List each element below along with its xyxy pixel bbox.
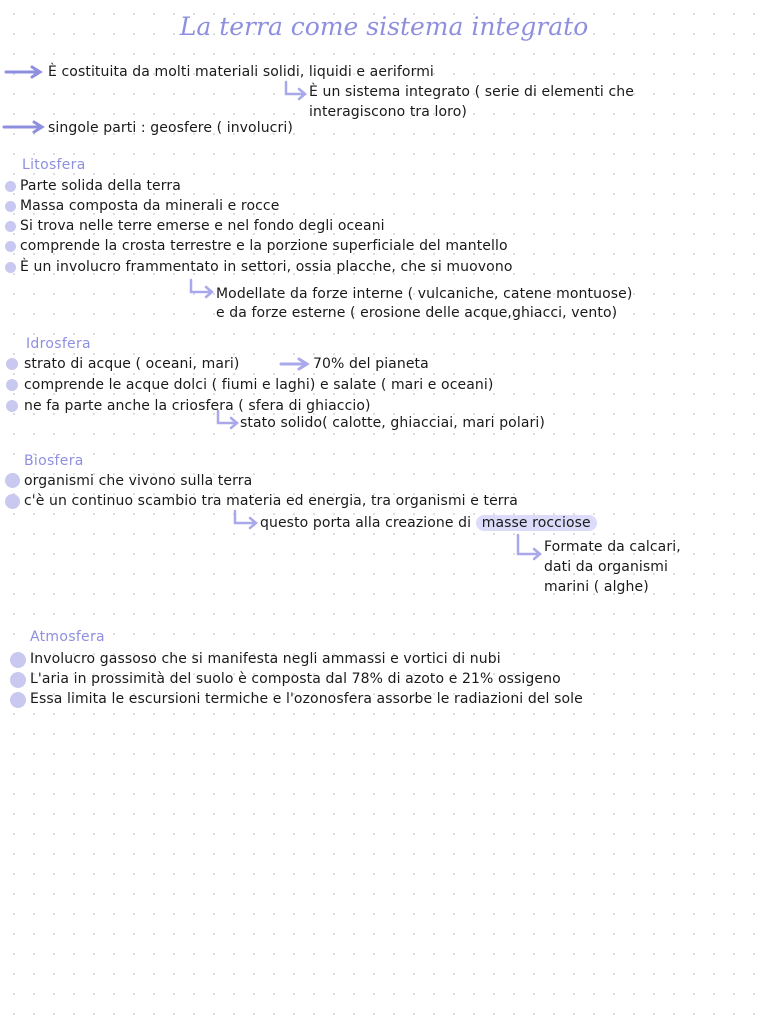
bullet: [5, 473, 20, 488]
section-heading-litosfera: Litosfera: [22, 157, 86, 173]
litosfera-item: Si trova nelle terre emerse e nel fondo degli oceani: [20, 218, 385, 234]
idrosfera-item: strato di acque ( oceani, mari): [24, 356, 240, 372]
return-arrow-icon: [284, 82, 308, 100]
biosfera-item: c'è un continuo scambio tra materia ed energia, tra organismi e terra: [24, 493, 518, 509]
highlight-masse-rocciose: masse rocciose: [476, 515, 597, 531]
biosfera-note-2: dati da organismi: [544, 559, 669, 575]
page-title: La terra come sistema integrato: [179, 12, 589, 41]
biosfera-item: organismi che vivono sulla terra: [24, 473, 253, 489]
biosfera-sub-line: [260, 513, 597, 533]
return-arrow-icon: [515, 535, 543, 561]
arrow-icon: [6, 66, 46, 78]
arrow-icon: [4, 121, 48, 133]
idrosfera-value: 70% del pianeta: [313, 356, 429, 372]
litosfera-item: comprende la crosta terrestre e la porzione superficiale del mantello: [20, 238, 508, 254]
bullet: [5, 181, 16, 192]
bullet: [5, 221, 16, 232]
biosfera-note-1: Formate da calcari,: [544, 539, 681, 555]
atmosfera-item: Involucro gassoso che si manifesta negli ammassi e vortici di nubi: [30, 651, 501, 667]
bullet: [5, 241, 16, 252]
arrow-icon: [281, 358, 311, 370]
litosfera-item: Parte solida della terra: [20, 178, 181, 194]
return-arrow-icon: [189, 280, 215, 298]
bullet: [6, 358, 18, 370]
return-arrow-icon: [233, 511, 259, 529]
idrosfera-item: ne fa parte anche la criosfera ( sfera di ghiaccio): [24, 398, 371, 414]
intro-line-1: È costituita da molti materiali solidi, liquidi e aeriformi: [48, 64, 434, 80]
litosfera-item: È un involucro frammentato in settori, ossia placche, che si muovono: [20, 259, 513, 275]
bullet: [6, 379, 18, 391]
idrosfera-sub: stato solido( calotte, ghiacciai, mari polari): [240, 415, 545, 431]
section-heading-atmosfera: Atmosfera: [30, 629, 105, 645]
litosfera-item: Massa composta da minerali e rocce: [20, 198, 280, 214]
bullet: [10, 692, 26, 708]
atmosfera-item: Essa limita le escursioni termiche e l'ozonosfera assorbe le radiazioni del sole: [30, 691, 583, 707]
bullet: [10, 672, 26, 688]
idrosfera-item: comprende le acque dolci ( fiumi e laghi) e salate ( mari e oceani): [24, 377, 494, 393]
atmosfera-item: L'aria in prossimità del suolo è composta dal 78% di azoto e 21% ossigeno: [30, 671, 561, 687]
litosfera-sub-1: Modellate da forze interne ( vulcaniche, catene montuose): [216, 286, 633, 302]
biosfera-note-3: marini ( alghe): [544, 579, 649, 595]
bullet: [5, 201, 16, 212]
bullet: [5, 494, 20, 509]
intro-line-2: singole parti : geosfere ( involucri): [48, 120, 293, 136]
bullet: [5, 262, 16, 273]
intro-sub-2: interagiscono tra loro): [309, 104, 467, 120]
return-arrow-icon: [216, 411, 240, 429]
intro-sub-1: È un sistema integrato ( serie di elementi che: [309, 84, 634, 100]
bullet: [10, 652, 26, 668]
bullet: [6, 400, 18, 412]
biosfera-sub: questo porta alla creazione di: [260, 515, 472, 531]
section-heading-idrosfera: Idrosfera: [26, 336, 91, 352]
section-heading-biosfera: Biosfera: [24, 453, 84, 469]
litosfera-sub-2: e da forze esterne ( erosione delle acque,ghiacci, vento): [216, 305, 618, 321]
